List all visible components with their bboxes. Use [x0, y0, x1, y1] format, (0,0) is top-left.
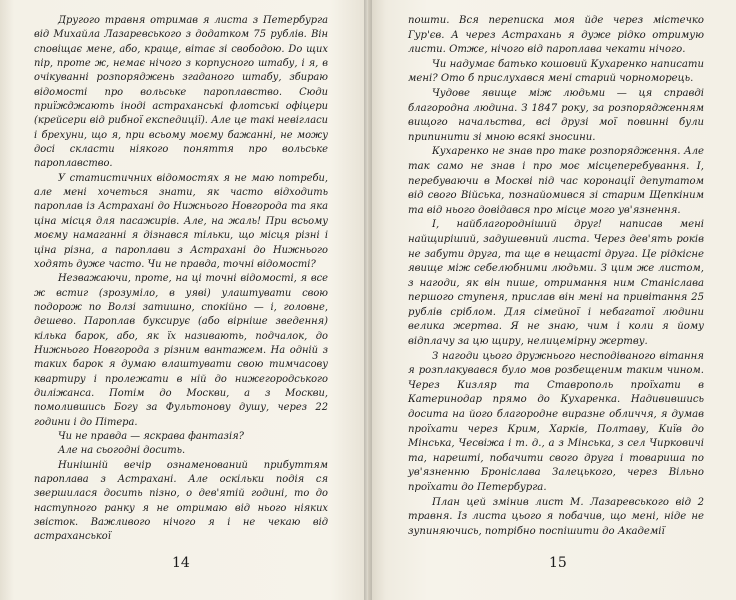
paragraph: Але на сьогодні досить.: [58, 445, 186, 457]
left-page-text: [34, 14, 328, 545]
right-page-text: [408, 14, 704, 539]
book-spine: [364, 0, 372, 600]
paragraph: План цей змінив лист М. Лазаревського від 2 травня. Із листа цього я побачив, що мені, ніде не зупиняючись, потрібно поспішити до Академії: [408, 496, 704, 537]
paragraph: Чудове явище між людьми — ця справді благородна людина. З 1847 року, за розпорядженням вищого начальства, всі друзі мої повинні були припинити зі мною всякі зносини.: [408, 87, 704, 143]
paragraph: Другого травня отримав я листа з Петербурга від Михайла Лазаревського з додатком 75 рублів. Він сповіщає мене, або, краще, вітає зі свободою. Do щих nip, npome ж, немає нічого з корпусного штабу, i я, в очікуванні розпоряджень згаданого штабу, збираю відомості про вольське пароплавство. Сюди приїжджають іноді астраханські флотські офіцери (крейсери від рибної експедиції). Але це такі невігласи і брехуни, що я, при всьому моєму бажанні, не можу досі скласти ніякого поняття про вольське пароплавство.: [34, 15, 328, 170]
right-page: [368, 0, 736, 600]
paragraph: Незважаючи, проте, на ці точні відомості, я все ж встиг (зрозуміло, в уяві) улаштувати свою подорож по Волзі затишно, спокійно — і, головне, дешево. Пароплав буксирує (або вірніше зведення) кілька барок, або, як їх називають, подчалок, до Нижнього Новгорода з різним вантажем. На одній з таких барок я думаю влаштувати свою тимчасову квартиру і пролежати в ній до нижегородського диліжанса. Потім до Москви, а з Москви, помолившись Богу за Фультонову душу, через 22 години і до Пітера.: [34, 273, 328, 428]
paragraph: З нагоди цього дружнього несподіваного вітання я розплакувався було мов розбещеним таким чином. Через Кизляр та Ставрополь проїхати в Катеринодар прямо до Кухаренка. Надивившись досита на його благородне виразне обличчя, я думав проїхати через Крим, Харків, Полтаву, Київ до Мінська, Чесвіжа і т. д., а з Мінська, з сел Чирковичі та, нарешті, побачити свого друга і товариша по ув'язненню Броніслава Залецького, через Вільно проїхати до Петербурга.: [408, 350, 704, 493]
page-number: 15: [549, 555, 567, 571]
page-number: 14: [172, 555, 190, 571]
paragraph: І, найблагородніший друг! написав мені найщиріший, задушевний листа. Через дев'ять років не забути друга, та ще в нещасті друга. Це рідкісне явище між себелюбними людьми. З цим же листом, з нагоди, як він пише, отримання ним Станіслава першого ступеня, прислав він мені на привітання 25 рублів сріблом. Для сімейної і небагатої людини велика жертва. Я не знаю, чим і коли я йому відплачу за цю щиру, нелицемірну жертву.: [408, 219, 704, 348]
paragraph: У статистичних відомостях я не маю потреби, але мені хочеться знати, як часто відходить пароплав із Астрахані до Нижнього Новгорода та яка ціна місця для пасажирів. Але, на жаль! При всьому моєму намаганні я дізнався тільки, що місця різні і ціна різна, а пароплави з Астрахані до Нижнього ходять дуже часто. Чи не правда, точні відомості?: [34, 172, 328, 270]
paragraph: Чи надумає батько кошовий Кухаренко написати мені? Ото б прислухався мені старий чорноморець.: [408, 58, 704, 85]
paragraph-continuation: пошти. Вся переписка моя йде через містечко Гур'єв. А через Астрахань я дуже рідко отримую листи. Отже, нічого від пароплава чекати нічого.: [408, 15, 704, 56]
paragraph: Чи не правда — яскрава фантазія?: [58, 430, 244, 442]
paragraph: Нинішній вечір ознаменований прибуттям пароплава з Астрахані. Але оскільки подія ся звершилася досить пізно, о дев'ятій годині, то до наступного ранку я не отримаю від нього ніяких звісток. Важливого нічого я і не чекаю від астраханської: [34, 459, 328, 543]
paragraph: Кухаренко не знав про таке розпорядження. Але так само не знав і про моє місцеперебування. І, перебуваючи в Москві під час коронації депутатом від свого Війська, познайомився зі старим Щепкіним та від нього довідався про місце мого ув'язнення.: [408, 146, 704, 216]
